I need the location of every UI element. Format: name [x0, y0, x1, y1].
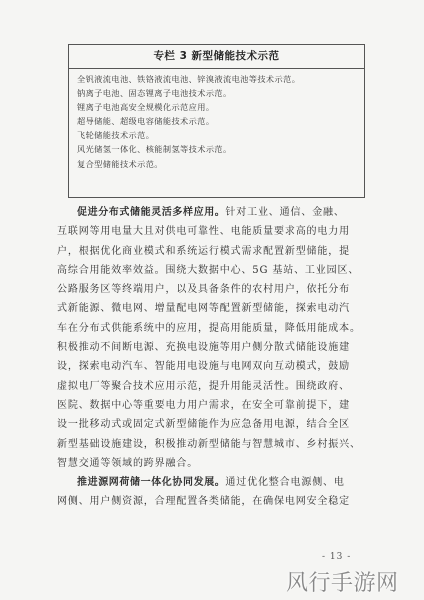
text-line: 高综合用能效率效益。围绕大数据中心、5G 基站、工业园区、 — [57, 264, 360, 276]
watermark: 风行手游网 — [286, 571, 399, 596]
text-line: 智慧交通等领域的跨界融合。 — [57, 457, 199, 469]
paragraph-1-text: 针对工业、通信、金融、 — [225, 207, 345, 218]
text-line: 公路服务区等终端用户，以及具备条件的农村用户，依托分布 — [57, 284, 350, 296]
text-line: 积极推动不间断电源、充换电设施等用户侧分散式储能设施建 — [57, 342, 350, 354]
text-line: 车在分布式供能系统中的应用，提高用能质量，降低用能成本。 — [57, 322, 361, 334]
text-line: 网侧、用户侧资源，合理配置各类储能，在确保电网安全稳定 — [57, 496, 350, 508]
paragraph-2-heading: 推进源网荷储一体化协同发展。 — [77, 477, 226, 489]
feature-item: 飞轮储能技术示范。 — [77, 130, 155, 141]
text-line: 户，根据优化商业模式和系统运行模式需求配置新型储能，提 — [57, 245, 350, 257]
text-line: 设，探索电动汽车、智能用电设施与电网双向互动模式，鼓励 — [57, 361, 350, 373]
paragraph-2-text: 通过优化整合电源侧、电 — [225, 477, 345, 489]
text-line: 设一批移动式或固定式新型储能作为应急备用电源，结合全区 — [57, 419, 350, 431]
body-text — [57, 203, 377, 512]
feature-item: 全钒液流电池、铁铬液流电池、锌溴液流电池等技术示范。 — [77, 74, 301, 84]
feature-box-title: 专栏 3 新型储能技术示范 — [69, 45, 364, 69]
feature-box-list — [69, 69, 364, 171]
text-line: 新型基础设施建设，积极推动新型储能与智慧城市、乡村振兴、 — [57, 438, 361, 450]
feature-item: 钠离子电池、固态锂离子电池技术示范。 — [77, 88, 232, 99]
feature-item: 风光储氢一体化、核能制氢等技术示范。 — [77, 144, 232, 155]
feature-item: 超导储能、超级电容储能技术示范。 — [77, 116, 215, 127]
text-line: 式新能源、微电网、增量配电网等配置新型储能，探索电动汽 — [57, 303, 350, 315]
feature-box — [68, 44, 365, 198]
feature-item: 锂离子电池高安全规模化示范应用。 — [77, 102, 215, 113]
feature-item: 复合型储能技术示范。 — [77, 158, 163, 169]
paragraph-1-first-line — [57, 203, 377, 222]
paragraph-1-heading: 促进分布式储能灵活多样应用。 — [77, 207, 226, 218]
text-line: 虚拟电厂等聚合技术应用示范，提升用能灵活性。围绕政府、 — [57, 380, 350, 392]
text-line: 互联网等用电量大且对供电可靠性、电能质量要求高的电力用 — [57, 226, 350, 238]
paragraph-2-first-line — [57, 473, 377, 492]
page-number: - 13 - — [322, 552, 352, 562]
text-line: 医院、数据中心等重要电力用户需求，在安全可靠前提下，建 — [57, 399, 350, 411]
